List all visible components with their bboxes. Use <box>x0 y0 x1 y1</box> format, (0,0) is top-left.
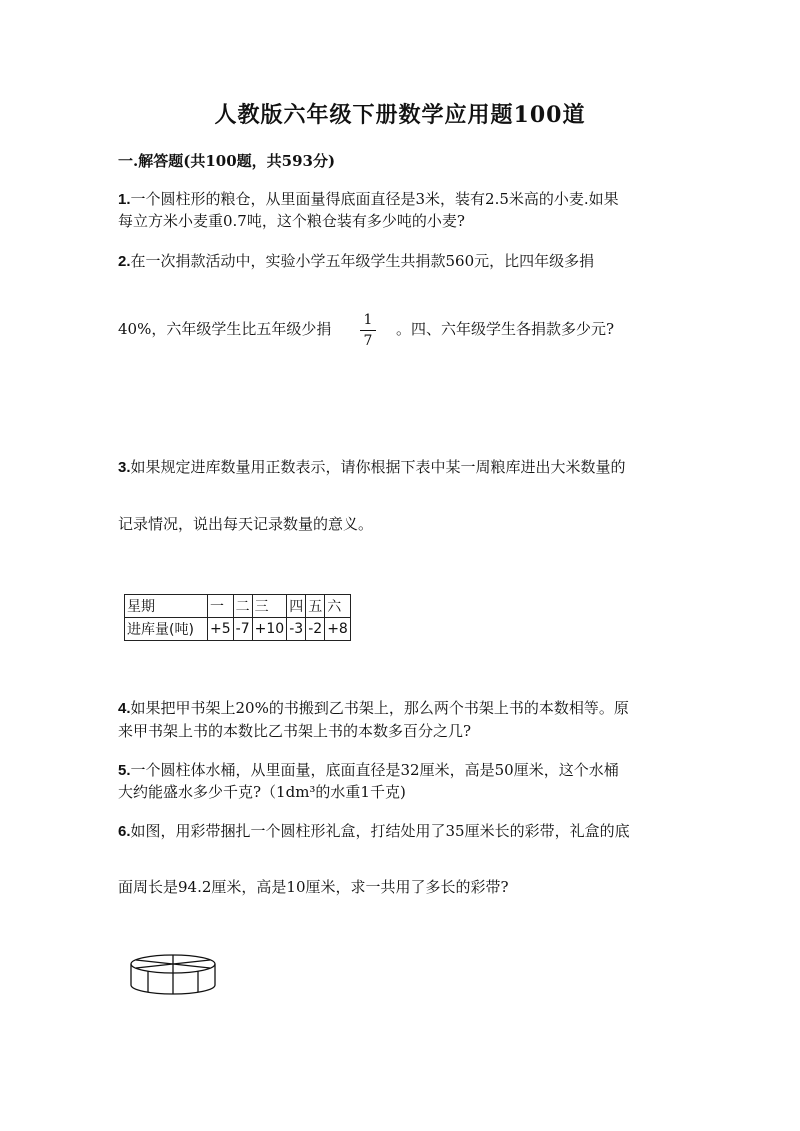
question-text: 如果规定进库数量用正数表示，请你根据下表中某一周粮库进出大米数量的 <box>130 458 626 476</box>
question-text: 如图，用彩带捆扎一个圆柱形礼盒，打结处用了35厘米长的彩带，礼盒的底 <box>130 822 630 840</box>
table-cell: -7 <box>233 618 252 641</box>
table-cell: 星期 <box>125 595 208 618</box>
question-number: 5. <box>118 762 131 779</box>
table-cell: +10 <box>252 618 287 641</box>
fraction-bar <box>360 330 376 331</box>
question-6-line-2: 面周长是94.2厘米，高是10厘米，求一共用了多长的彩带? <box>118 878 509 896</box>
question-5-line-2: 大约能盛水多少千克?（1dm³的水重1千克) <box>118 783 406 801</box>
fraction-numerator: 1 <box>363 312 373 328</box>
question-number: 2. <box>118 253 131 270</box>
table-cell: 一 <box>208 595 234 618</box>
table-cell: -2 <box>306 618 325 641</box>
grain-record-table <box>124 594 351 641</box>
fraction-one-seventh <box>360 312 376 349</box>
table-cell: 六 <box>325 595 351 618</box>
question-number: 3. <box>118 459 131 476</box>
question-number: 6. <box>118 823 131 840</box>
question-text: 一个圆柱形的粮仓，从里面量得底面直径是3米，装有2.5米高的小麦.如果 <box>130 190 619 208</box>
table-cell: 二 <box>233 595 252 618</box>
table-header-row <box>125 595 351 618</box>
table-cell: +5 <box>208 618 234 641</box>
question-3-line-1 <box>118 456 626 477</box>
table-cell: 进库量(吨) <box>125 618 208 641</box>
table-cell: +8 <box>325 618 351 641</box>
cylinder-gift-box-figure <box>128 952 220 998</box>
question-2-line-2b: 。四、六年级学生各捐款多少元? <box>396 320 615 338</box>
fraction-denominator: 7 <box>363 333 373 349</box>
question-number: 1. <box>118 191 131 208</box>
table-row <box>125 618 351 641</box>
page-title: 人教版六年级下册数学应用题100道 <box>214 102 586 128</box>
question-text: 如果把甲书架上20%的书搬到乙书架上，那么两个书架上书的本数相等。原 <box>130 699 629 717</box>
question-3-line-2: 记录情况，说出每天记录数量的意义。 <box>118 515 374 533</box>
table-cell: 三 <box>252 595 287 618</box>
question-text: 在一次捐款活动中，实验小学五年级学生共捐款560元，比四年级多捐 <box>130 252 595 270</box>
table-cell: 五 <box>306 595 325 618</box>
question-text: 一个圆柱体水桶，从里面量，底面直径是32厘米，高是50厘米，这个水桶 <box>130 761 619 779</box>
question-4-line-1 <box>118 697 629 718</box>
table-cell: -3 <box>287 618 306 641</box>
question-2-line-2a: 40%，六年级学生比五年级少捐 <box>118 320 332 338</box>
question-1-line-2: 每立方米小麦重0.7吨，这个粮仓装有多少吨的小麦? <box>118 212 465 230</box>
question-number: 4. <box>118 700 131 717</box>
question-2-line-1 <box>118 250 594 271</box>
question-5-line-1 <box>118 759 619 780</box>
question-6-line-1 <box>118 820 630 841</box>
question-1-line-1 <box>118 188 619 209</box>
table-cell: 四 <box>287 595 306 618</box>
question-4-line-2: 来甲书架上书的本数比乙书架上书的本数多百分之几? <box>118 722 472 740</box>
section-heading: 一.解答题(共100题，共593分) <box>118 152 336 170</box>
